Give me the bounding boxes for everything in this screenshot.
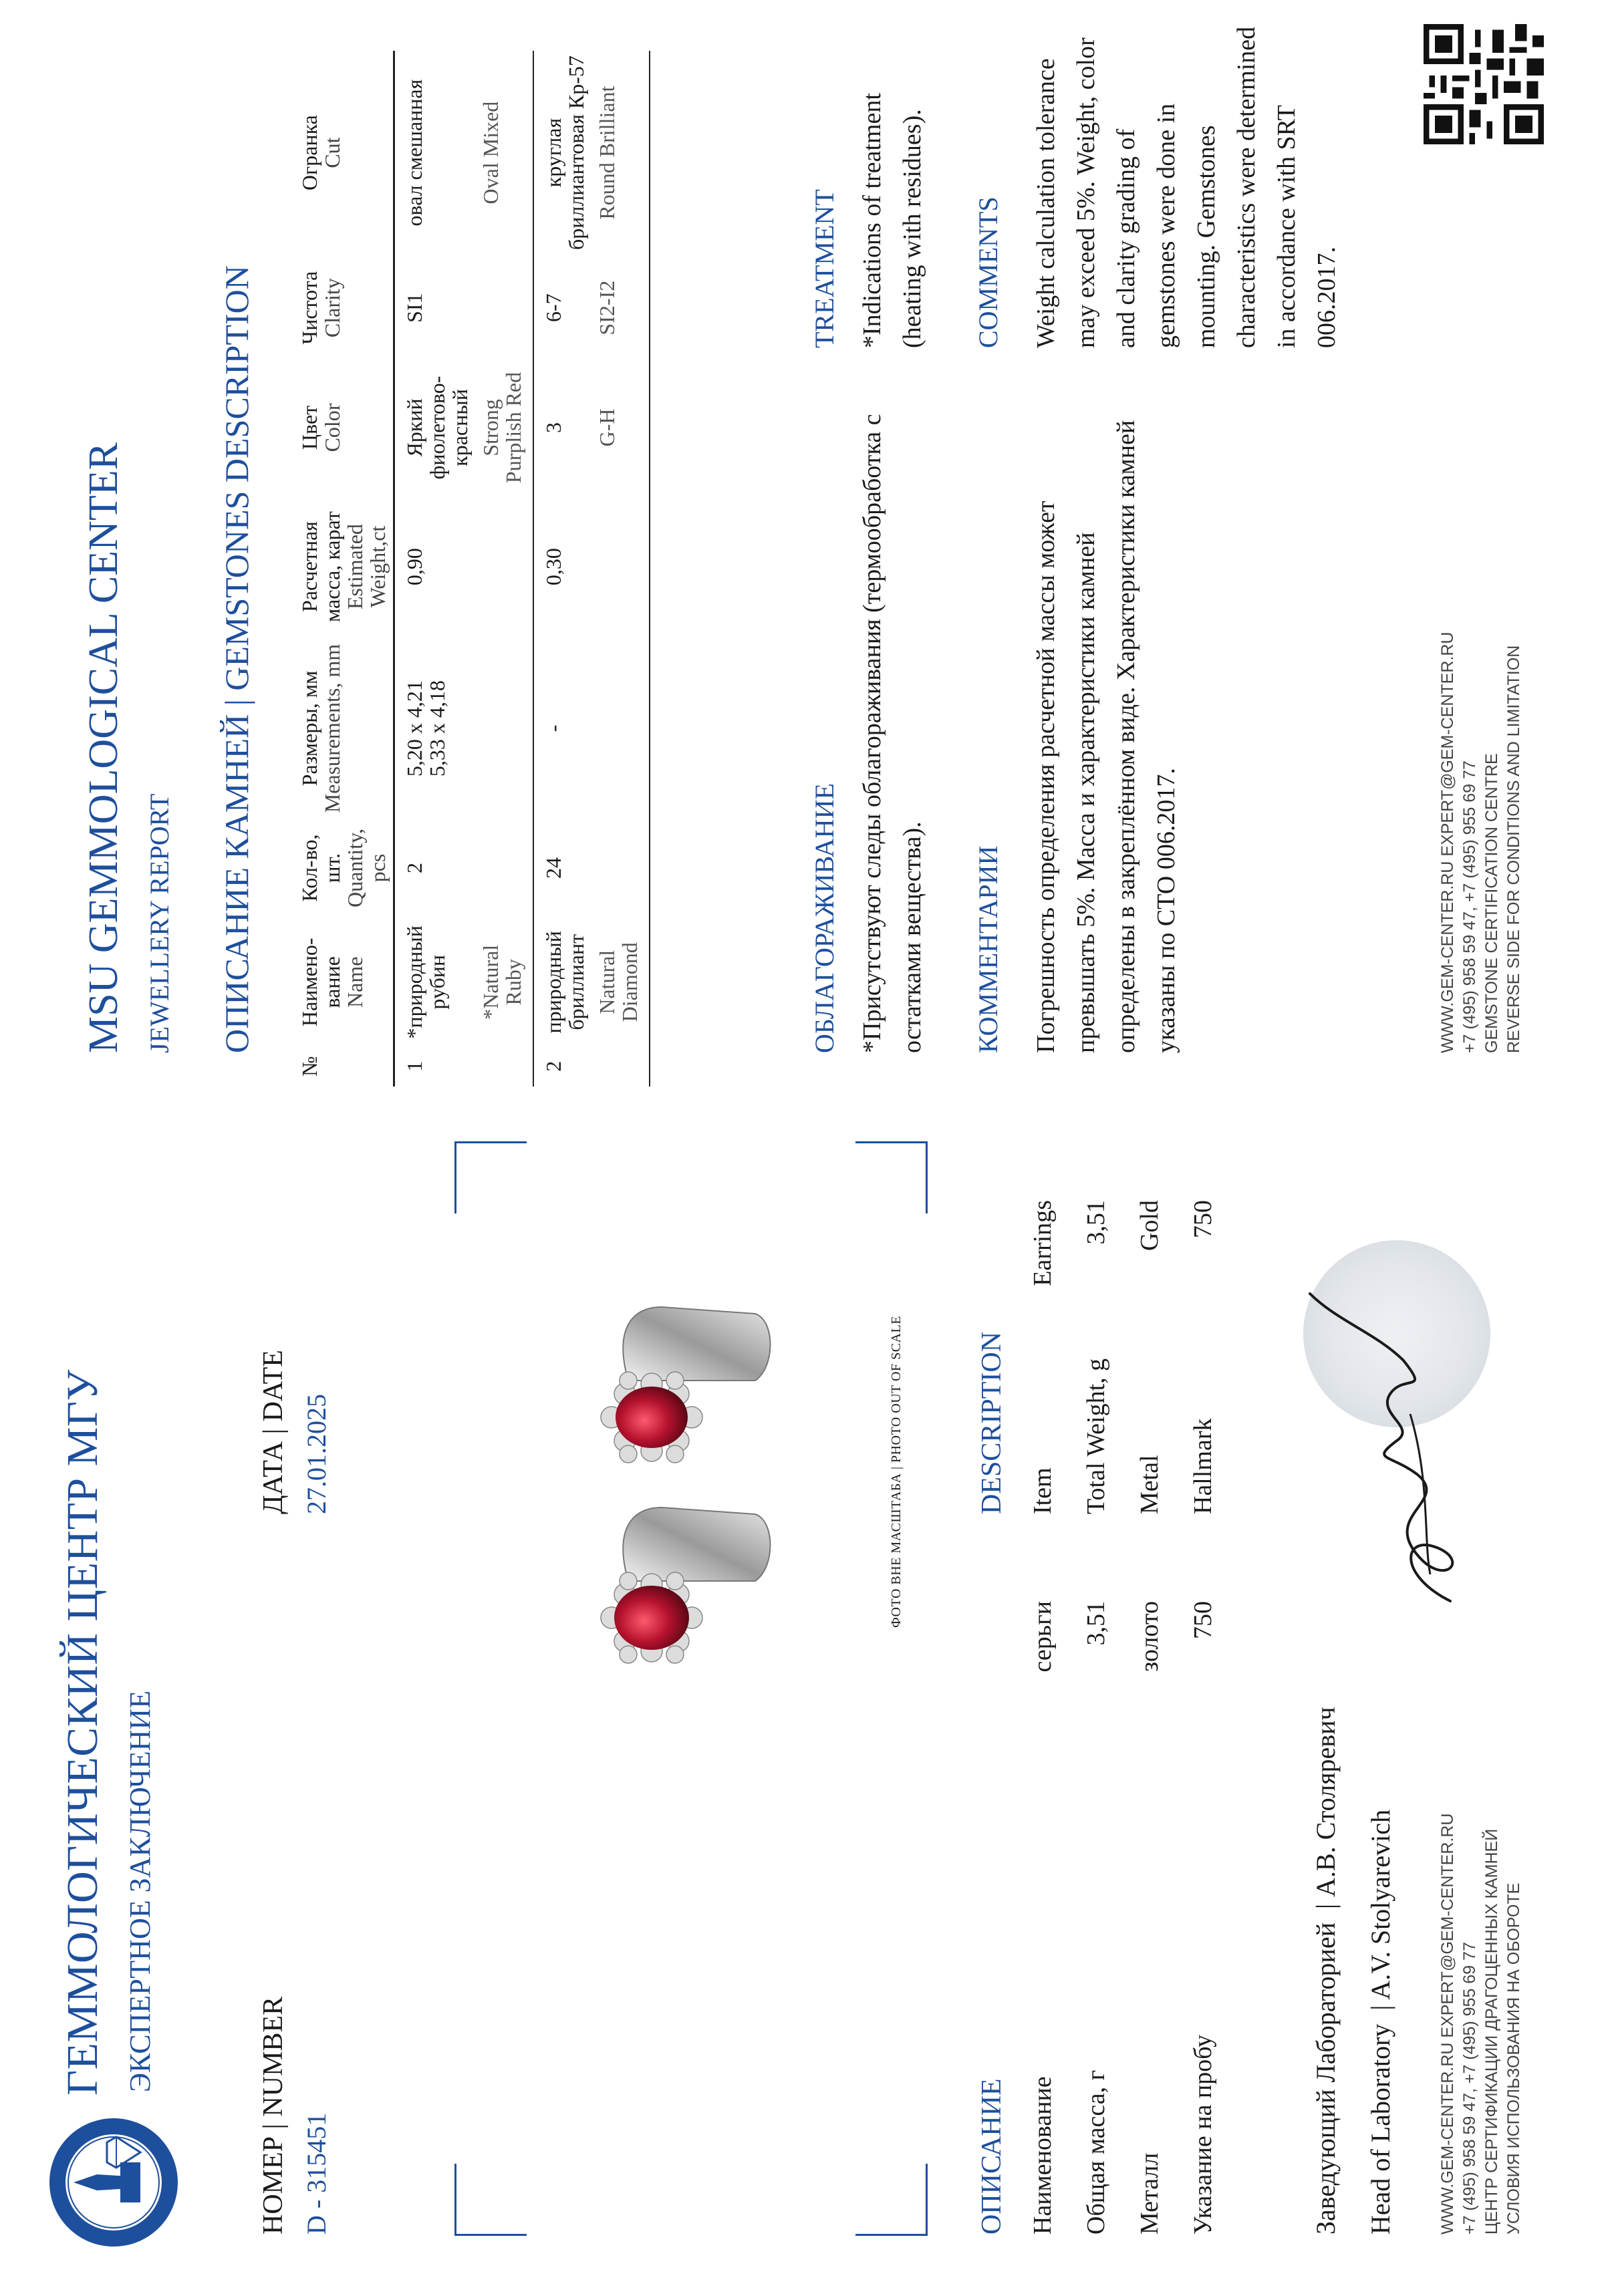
head-of-lab-ru: Заведующий Лабораторией | А.В. Столяревич <box>1311 1707 1341 2235</box>
description-value: серьги <box>1029 1601 1057 1673</box>
description-label: Металл <box>1135 2152 1164 2235</box>
cell-clarity-en <box>479 255 533 361</box>
treatment-heading-en: TREATMENT <box>809 189 839 348</box>
cell-weight: 0,30 <box>541 548 565 586</box>
photo-frame-corner <box>454 1141 527 1213</box>
footer-left <box>1437 1814 1525 2235</box>
gemstones-table <box>294 51 650 1087</box>
column-header: № <box>297 1056 321 1077</box>
cell-clarity: SI1 <box>402 293 426 323</box>
cell-clarity: 6-7 <box>541 293 565 322</box>
column-header: Расчетная масса, карат Estimated Weight,ct <box>297 511 390 622</box>
description-value: Gold <box>1135 1200 1164 1251</box>
footer-line: WWW.GEM-CENTER.RU EXPERT@GEM-CENTER.RU <box>1438 631 1457 1053</box>
description-label: Указание на пробу <box>1189 2034 1217 2235</box>
cell-name-en: Natural Diamond <box>595 942 642 1022</box>
date-value: 27.01.2025 <box>301 1394 331 1514</box>
cell-color-en: G-H <box>595 408 619 447</box>
table-row <box>533 51 595 1087</box>
footer-line: ЦЕНТР СЕРТИФИКАЦИИ ДРАГОЦЕННЫХ КАМНЕЙ <box>1482 1828 1501 2235</box>
description-value: 750 <box>1189 1601 1217 1639</box>
gemstones-heading: ОПИСАНИЕ КАМНЕЙ | GEMSTONES DESCRIPTION <box>218 265 255 1053</box>
comments-text-en: Weight calculation tolerance may exceed 5%. Weight, color and clarity grading of gemstones were done in mounting. Gemstones characteristics were determined in accordance with SRT 006.2017. <box>1032 26 1341 348</box>
qr-code-icon <box>1424 24 1544 144</box>
column-header: Чистота Clarity <box>297 271 344 345</box>
photo-frame-corner <box>855 1141 928 1213</box>
cell-no: 2 <box>541 1060 565 1072</box>
column-header: Размеры, мм Measurements, mm <box>297 643 344 813</box>
cell-color-en: Strong Purplish Red <box>479 372 525 484</box>
cell-cut: овал смешанная <box>402 79 426 227</box>
column-header: Кол-во, шт. Quantity, pcs <box>297 829 390 907</box>
description-label: Metal <box>1135 1455 1164 1514</box>
number-value: D - 315451 <box>301 2112 331 2235</box>
cell-no: 1 <box>402 1060 426 1072</box>
column-header: Огранка Cut <box>297 115 344 190</box>
cell-color: Яркий фиолетово-красный <box>402 376 472 480</box>
comments-heading-ru: КОММЕНТАРИИ <box>973 845 1003 1053</box>
number-label: НОМЕР | NUMBER <box>258 1996 289 2235</box>
treatment-text-ru: *Присутствуют следы облагораживания (термообработка с остатками вещества). <box>858 414 926 1053</box>
description-value: 3,51 <box>1082 1601 1110 1646</box>
photo-frame-corner <box>855 2164 928 2236</box>
earring-left <box>601 1508 771 1663</box>
photo-caption: ФОТО ВНЕ МАСШТАБА | PHOTO OUT OF SCALE <box>889 1316 904 1628</box>
footer-line: УСЛОВИЯ ИСПОЛЬЗОВАНИЯ НА ОБОРОТЕ <box>1504 1882 1523 2235</box>
description-value: 750 <box>1189 1200 1217 1238</box>
treatment-text-en: *Indications of treatment (heating with residues). <box>858 93 926 348</box>
cell-cut-en: Oval Mixed <box>479 101 503 204</box>
footer-line: +7 (495) 958 59 47, +7 (495) 955 69 77 <box>1460 760 1479 1053</box>
cell-measurements: - <box>541 724 565 732</box>
msu-lab-seal-icon <box>47 2116 180 2249</box>
date-label: ДАТА | DATE <box>258 1350 289 1514</box>
description-label: Наименование <box>1029 2076 1057 2235</box>
description-label: Hallmark <box>1189 1418 1217 1514</box>
cell-cut-en: Round Brilliant <box>595 86 619 220</box>
table-row <box>595 51 650 1087</box>
page-subtitle-ru: ЭКСПЕРТНОЕ ЗАКЛЮЧЕНИЕ <box>124 1690 156 2092</box>
description-heading-en: DESCRIPTION <box>976 1331 1007 1514</box>
footer-line: WWW.GEM-CENTER.RU EXPERT@GEM-CENTER.RU <box>1438 1813 1457 2235</box>
cell-cut: круглая бриллиантовая Кр-57 <box>541 55 588 251</box>
description-label: Item <box>1029 1467 1057 1514</box>
earring-right <box>601 1307 771 1463</box>
comments-heading-en: COMMENTS <box>973 196 1003 348</box>
footer-right <box>1437 632 1525 1053</box>
cell-weight: 0,90 <box>402 548 426 586</box>
cell-quantity: 2 <box>402 862 426 873</box>
description-value: золото <box>1135 1601 1164 1672</box>
description-label: Общая масса, г <box>1082 2069 1110 2235</box>
footer-line: +7 (495) 958 59 47, +7 (495) 955 69 77 <box>1460 1942 1479 2235</box>
cell-name-en: *Natural Ruby <box>479 944 525 1020</box>
cell-name: *природный рубин <box>402 925 449 1039</box>
table-header-row <box>294 51 394 1087</box>
signature-icon <box>1297 1280 1497 1614</box>
cell-color: 3 <box>541 422 565 433</box>
cell-quantity: 24 <box>541 857 565 879</box>
treatment-heading-ru: ОБЛАГОРАЖИВАНИЕ <box>809 783 839 1053</box>
description-value: Earrings <box>1029 1200 1057 1286</box>
page-title-en: MSU GEMMOLOGICAL CENTER <box>81 442 126 1053</box>
photo-frame-corner <box>454 2164 527 2236</box>
table-row <box>479 51 533 1087</box>
page-title-ru: ГЕММОЛОГИЧЕСКИЙ ЦЕНТР МГУ <box>58 1369 107 2096</box>
page-subtitle-en: JEWELLERY REPORT <box>144 793 174 1053</box>
footer-line: GEMSTONE CERTIFICATION CENTRE <box>1482 753 1501 1053</box>
comments-text-ru: Погрешность определения расчетной массы может превышать 5%. Масса и характеристики камней определены в закреплённом виде. Характеристики камней указаны по СТО 006.2017. <box>1032 420 1180 1053</box>
cell-clarity-en: SI2-I2 <box>595 280 619 335</box>
description-value: 3,51 <box>1082 1200 1110 1245</box>
earrings-photo <box>568 1274 809 1708</box>
description-heading-ru: ОПИСАНИЕ <box>976 2078 1007 2235</box>
cell-name: природный бриллиант <box>541 931 588 1034</box>
table-row <box>394 51 480 1087</box>
footer-line: REVERSE SIDE FOR CONDITIONS AND LIMITATION <box>1504 645 1523 1053</box>
column-header: Цвет Color <box>297 403 344 452</box>
column-header: Наимено-вание Name <box>297 938 367 1027</box>
description-label: Total Weight, g <box>1082 1358 1110 1514</box>
cell-measurements: 5,20 x 4,21 5,33 x 4,18 <box>402 680 449 777</box>
head-of-lab-en: Head of Laboratory | A.V. Stolyarevich <box>1365 1810 1395 2235</box>
